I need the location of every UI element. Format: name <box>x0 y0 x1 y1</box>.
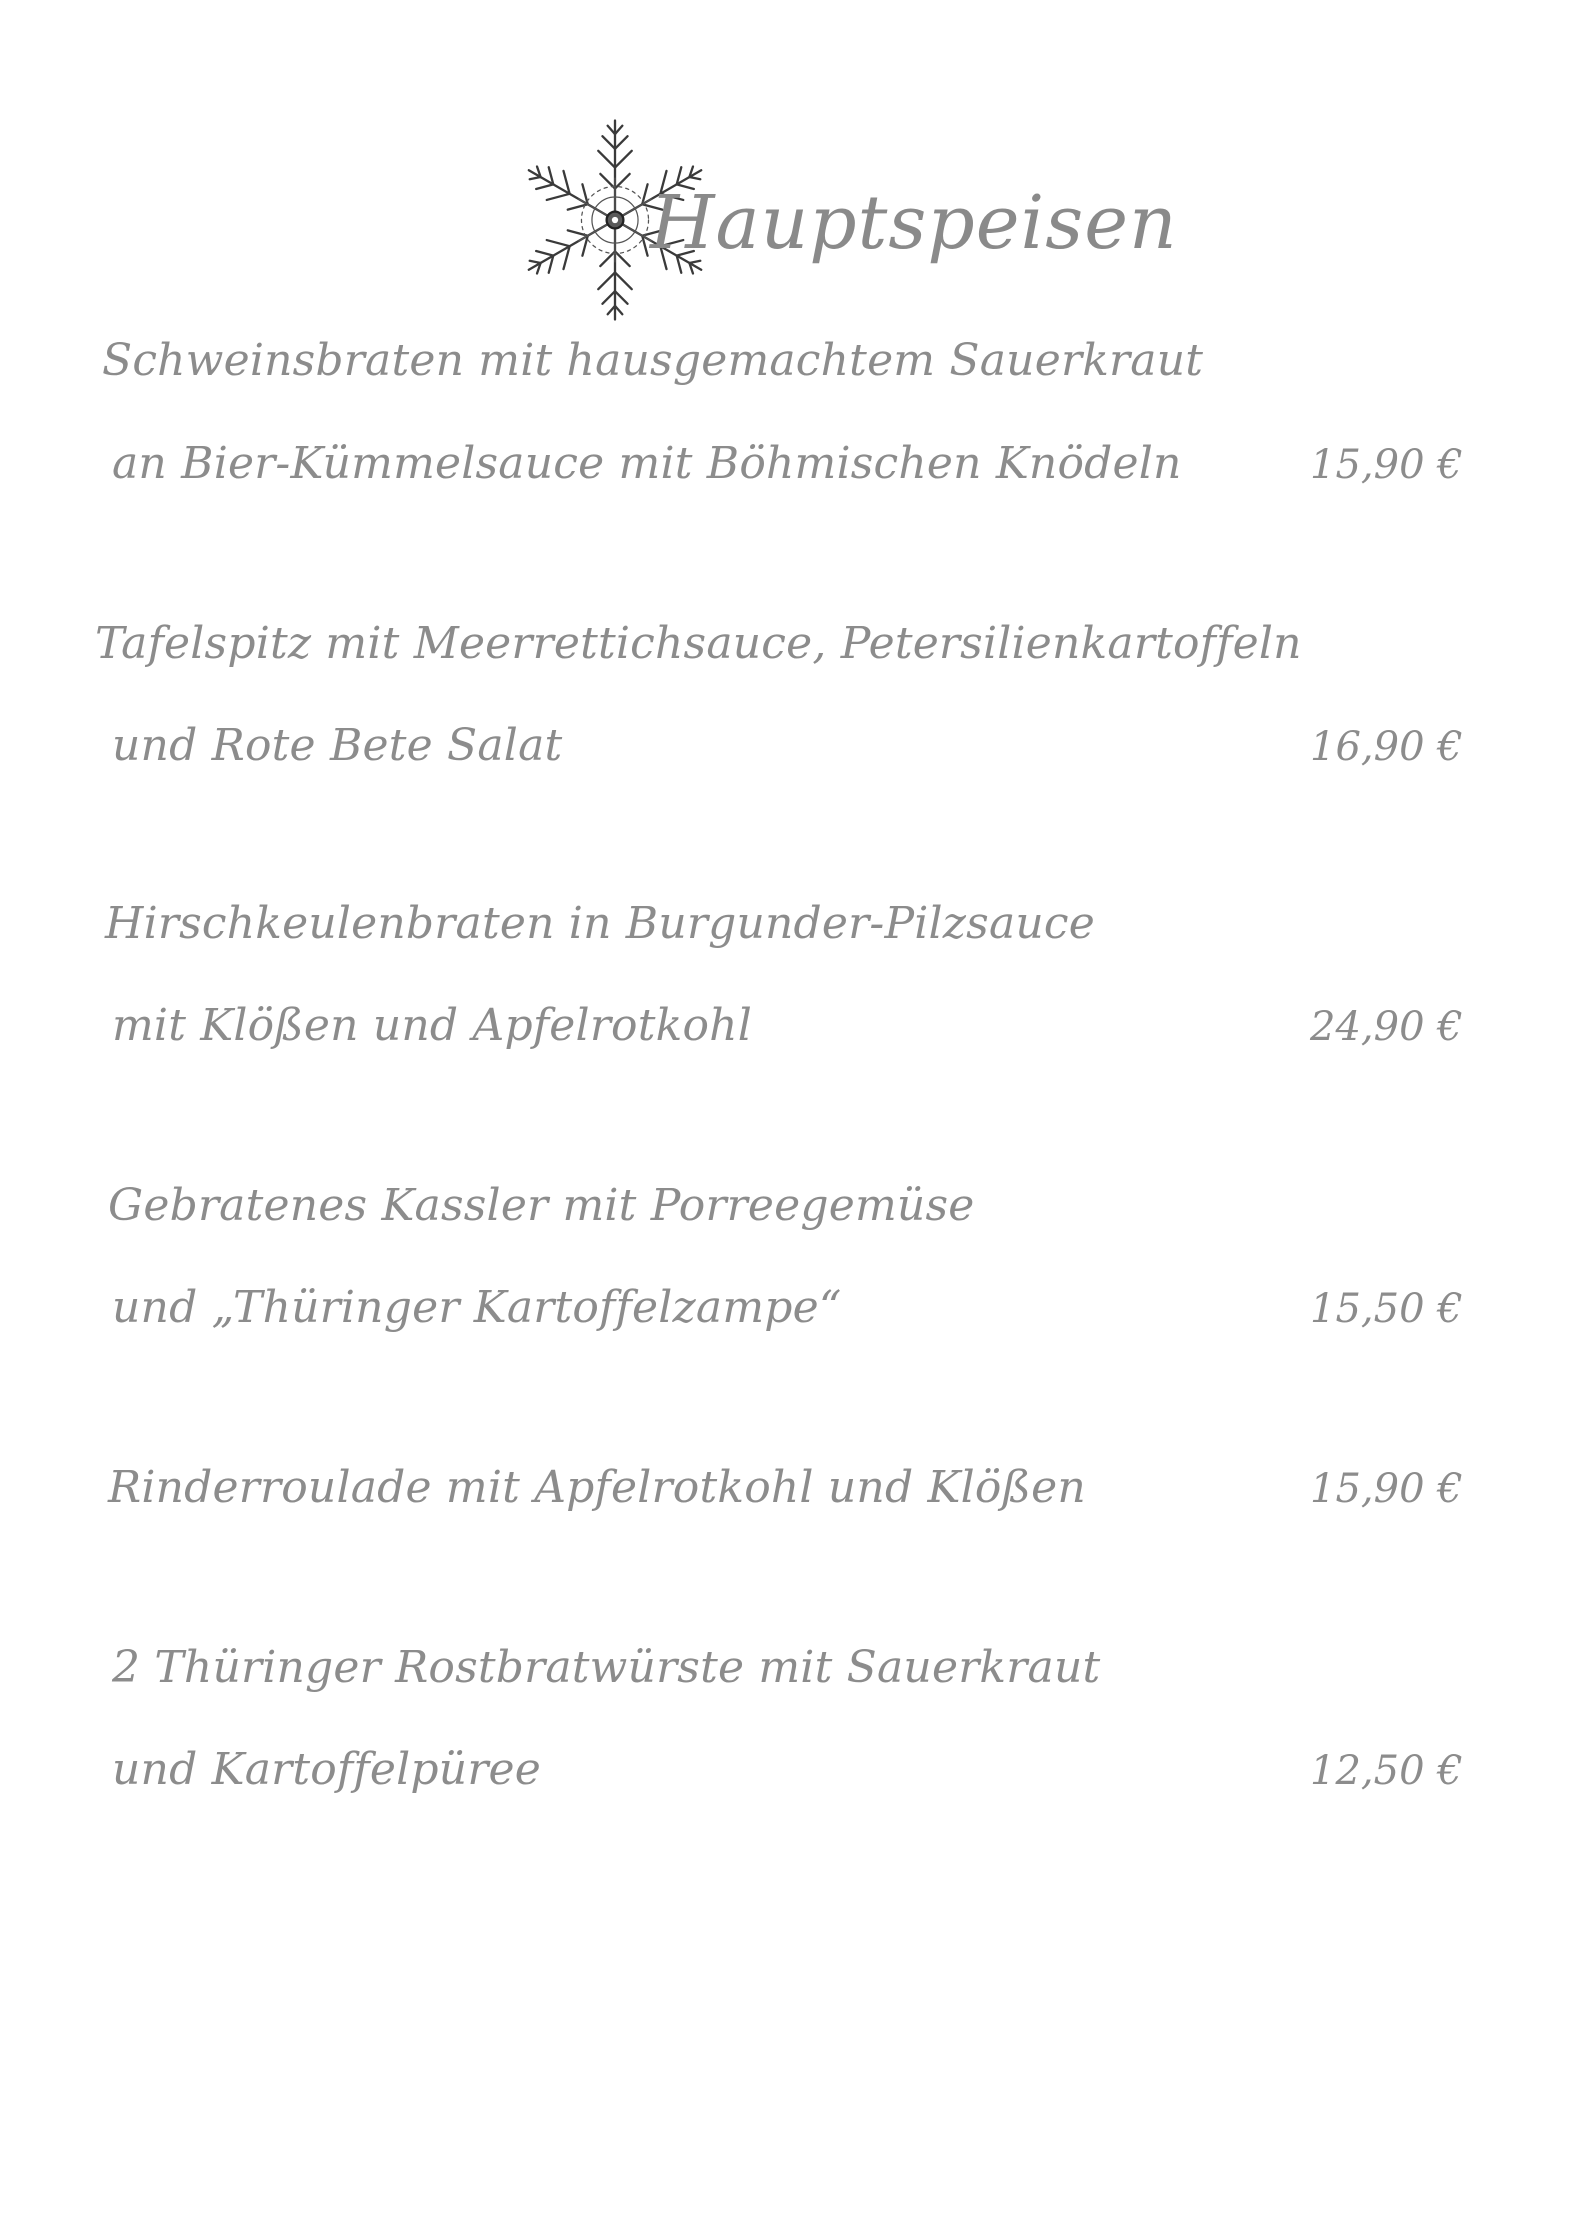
dish-2-price: 16,90 € <box>1310 724 1463 770</box>
dish-6-price: 12,50 € <box>1310 1748 1463 1794</box>
dish-3-line-2: mit Klößen und Apfelrotkohl <box>112 1000 752 1051</box>
dish-1-line-1: Schweinsbraten mit hausgemachtem Sauerkraut <box>102 335 1204 386</box>
dish-4-line-1: Gebratenes Kassler mit Porreegemüse <box>108 1180 975 1231</box>
dish-4-price: 15,50 € <box>1310 1286 1463 1332</box>
dish-6-line-1: 2 Thüringer Rostbratwürste mit Sauerkraut <box>112 1642 1101 1693</box>
page-title: Hauptspeisen <box>650 180 1178 266</box>
dish-1-line-2: an Bier-Kümmelsauce mit Böhmischen Knödeln <box>112 438 1182 489</box>
dish-2-line-2: und Rote Bete Salat <box>112 720 563 771</box>
dish-3-price: 24,90 € <box>1310 1004 1463 1050</box>
dish-3-line-1: Hirschkeulenbraten in Burgunder-Pilzsauce <box>105 898 1096 949</box>
dish-4-line-2: und „Thüringer Kartoffelzampe“ <box>112 1282 842 1333</box>
menu-header <box>510 110 1178 340</box>
dish-1-price: 15,90 € <box>1310 442 1463 488</box>
dish-2-line-1: Tafelspitz mit Meerrettichsauce, Petersilienkartoffeln <box>95 618 1302 669</box>
dish-5-line-1: Rinderroulade mit Apfelrotkohl und Klößen <box>108 1462 1086 1513</box>
dish-5-price: 15,90 € <box>1310 1466 1463 1512</box>
dish-6-line-2: und Kartoffelpüree <box>112 1744 542 1795</box>
